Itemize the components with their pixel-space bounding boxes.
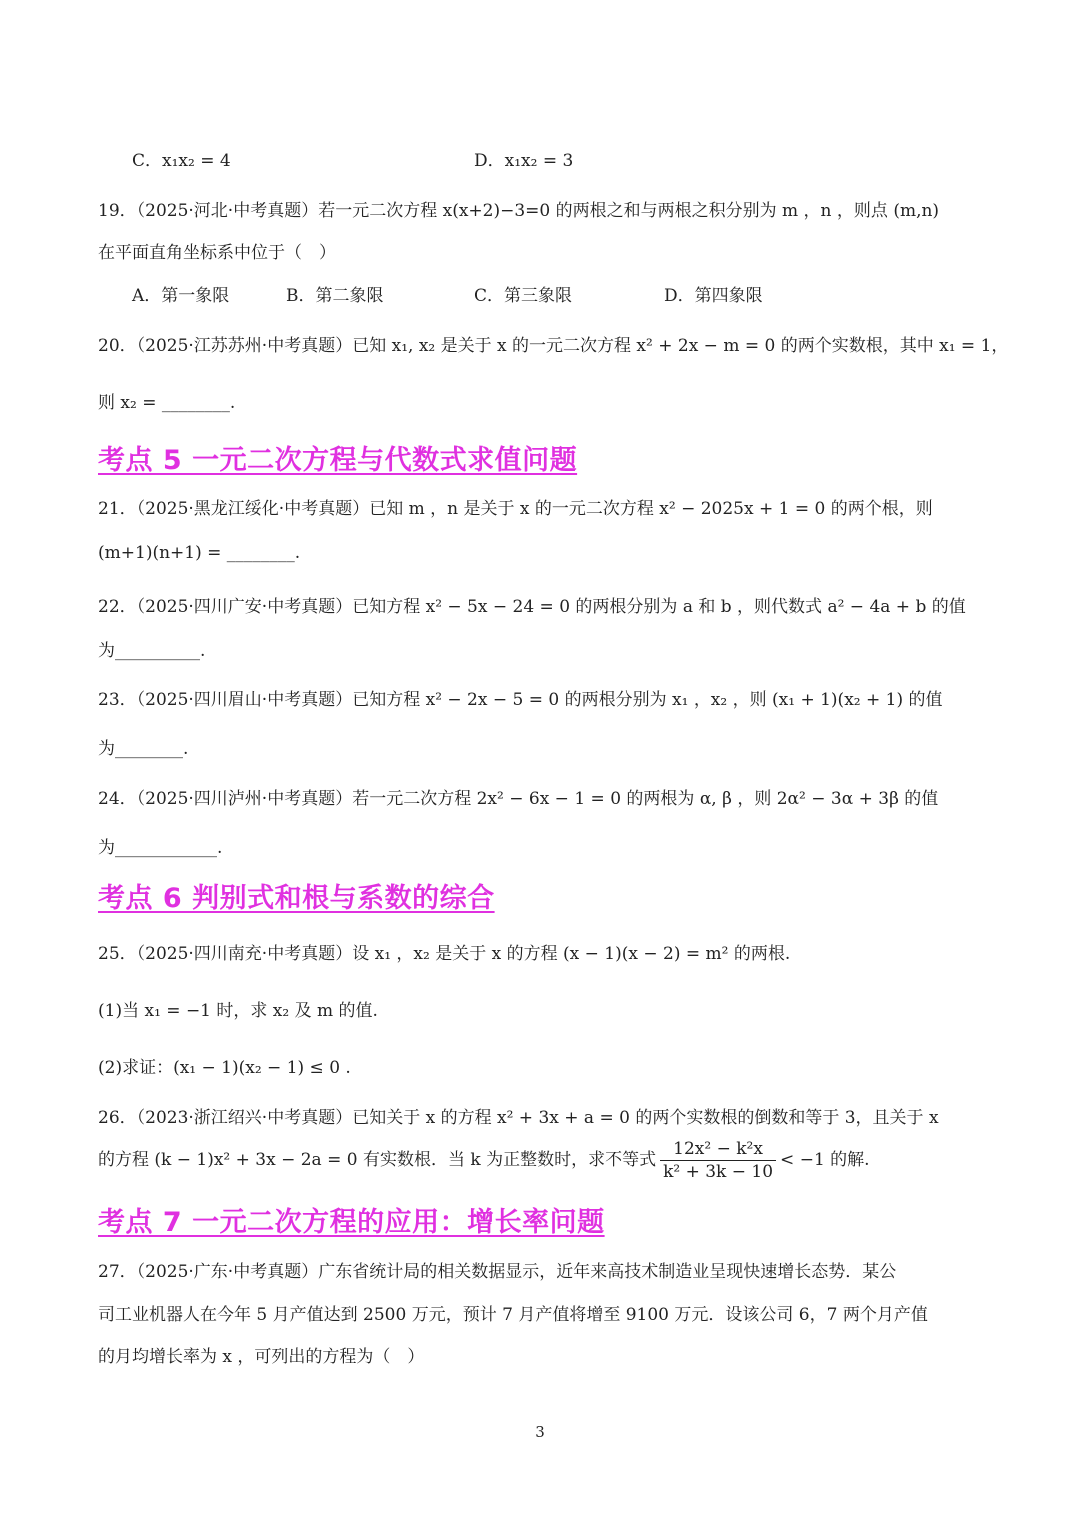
- section-heading-5: 考点 5 一元二次方程与代数式求值问题: [98, 445, 578, 476]
- section-heading-7: 考点 7 一元二次方程的应用：增长率问题: [98, 1207, 605, 1238]
- q27-text-line1: 27．（2025·广东·中考真题）广东省统计局的相关数据显示，近年来高技术制造业呈现快速增长态势．某公: [98, 1262, 897, 1282]
- q27-text-line3: 的月均增长率为 x ，可列出的方程为（ ）: [98, 1347, 425, 1367]
- q20-text-line2: 则 x₂ = ________.: [98, 393, 236, 413]
- q26-fraction-numerator: 12x² − k²x: [660, 1138, 776, 1161]
- q19-option-a: A．第一象限: [132, 286, 230, 306]
- page-number: 3: [535, 1423, 545, 1441]
- q21-text-line1: 21．（2025·黑龙江绥化·中考真题）已知 m ，n 是关于 x 的一元二次方程 x² − 2025x + 1 = 0 的两个根，则: [98, 499, 933, 519]
- q18-option-d: D．x₁x₂ = 3: [474, 151, 574, 171]
- q27-text-line2: 司工业机器人在今年 5 月产值达到 2500 万元，预计 7 月产值将增至 9100 万元．设该公司 6，7 两个月产值: [98, 1305, 928, 1325]
- q19-option-d: D．第四象限: [664, 286, 763, 306]
- q23-text-line2: 为________.: [98, 739, 189, 759]
- q24-text-line1: 24．（2025·四川泸州·中考真题）若一元二次方程 2x² − 6x − 1 = 0 的两根为 α, β ，则 2α² − 3α + 3β 的值: [98, 789, 939, 809]
- q24-text-line2: 为____________.: [98, 838, 223, 858]
- q25-text-line1: 25．（2025·四川南充·中考真题）设 x₁ ，x₂ 是关于 x 的方程 (x − 1)(x − 2) = m² 的两根.: [98, 944, 791, 964]
- q22-text-line2: 为__________.: [98, 641, 206, 661]
- q22-text-line1: 22．（2025·四川广安·中考真题）已知方程 x² − 5x − 24 = 0 的两根分别为 a 和 b ，则代数式 a² − 4a + b 的值: [98, 597, 966, 617]
- q19-option-b: B．第二象限: [286, 286, 384, 306]
- q20-text-line1: 20．（2025·江苏苏州·中考真题）已知 x₁, x₂ 是关于 x 的一元二次方程 x² + 2x − m = 0 的两个实数根，其中 x₁ = 1，: [98, 336, 1009, 356]
- q18-option-c: C．x₁x₂ = 4: [132, 151, 231, 171]
- q26-text-line1: 26．（2023·浙江绍兴·中考真题）已知关于 x 的方程 x² + 3x + a = 0 的两个实数根的倒数和等于 3，且关于 x: [98, 1108, 939, 1128]
- q21-text-line2: (m+1)(n+1) = ________.: [98, 543, 301, 563]
- q26-line2-pre: 的方程 (k − 1)x² + 3x − 2a = 0 有实数根．当 k 为正整数时，求不等式: [98, 1150, 657, 1170]
- q26-text-line2: [98, 1138, 870, 1183]
- section-heading-6: 考点 6 判别式和根与系数的综合: [98, 883, 495, 914]
- q23-text-line1: 23．（2025·四川眉山·中考真题）已知方程 x² − 2x − 5 = 0 的两根分别为 x₁ ，x₂ ，则 (x₁ + 1)(x₂ + 1) 的值: [98, 690, 943, 710]
- q25-part1: (1)当 x₁ = −1 时，求 x₂ 及 m 的值.: [98, 1001, 378, 1021]
- q19-text-line1: 19．（2025·河北·中考真题）若一元二次方程 x(x+2)−3=0 的两根之和与两根之积分别为 m ，n ，则点 (m,n): [98, 201, 940, 221]
- q26-line2-post: < −1 的解.: [780, 1150, 870, 1170]
- q19-text-line2: 在平面直角坐标系中位于（ ）: [98, 243, 336, 263]
- q26-fraction-denominator: k² + 3k − 10: [663, 1162, 774, 1182]
- q19-option-c: C．第三象限: [474, 286, 573, 306]
- q26-fraction: [660, 1138, 776, 1183]
- q25-part2: (2)求证：(x₁ − 1)(x₂ − 1) ≤ 0 .: [98, 1058, 351, 1078]
